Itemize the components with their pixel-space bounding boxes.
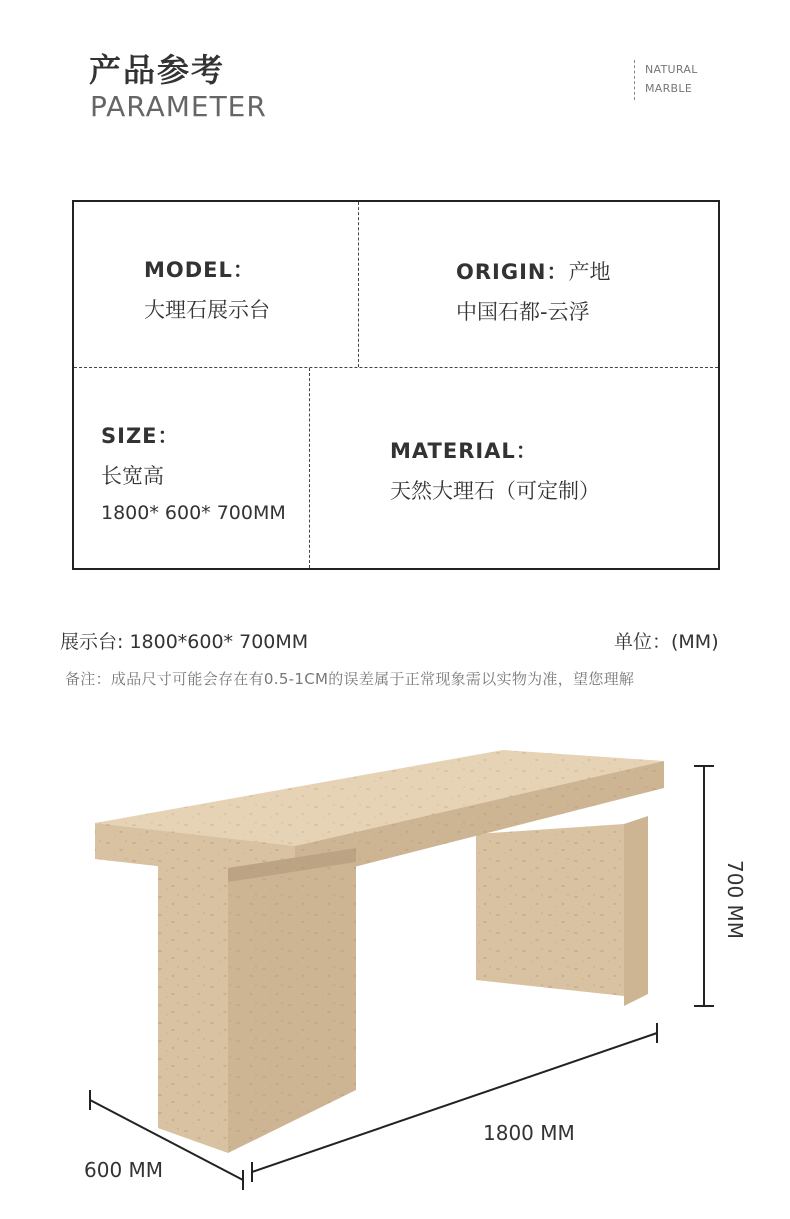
material-label: MATERIAL：	[390, 439, 538, 463]
marble-table-back-leg	[476, 816, 648, 1006]
natural-marble-badge	[634, 60, 698, 100]
spec-note: 备注：成品尺寸可能会存在有0.5-1CM的误差属于正常现象需以实物为准，望您理解	[65, 670, 635, 688]
origin-value: 中国石都-云浮	[456, 300, 590, 324]
marble-table-front-leg	[158, 848, 356, 1153]
material-value: 天然大理石（可定制）	[390, 479, 600, 503]
page-title: 产品参考	[89, 51, 226, 89]
model-cell	[144, 254, 270, 324]
length-dimension-label: 1800 MM	[483, 1121, 575, 1145]
height-dimension-label: 700 MM	[723, 860, 747, 940]
table-divider-vertical-top	[358, 202, 359, 367]
origin-label: ORIGIN：	[456, 260, 569, 284]
size-value-cn: 长宽高	[101, 464, 164, 488]
badge-line-1: NATURAL	[645, 63, 698, 76]
material-cell	[390, 435, 600, 505]
parameter-table	[72, 200, 720, 570]
page-subtitle: PARAMETER	[90, 90, 267, 123]
model-value: 大理石展示台	[144, 298, 270, 322]
origin-label-cn: 产地	[568, 260, 611, 284]
spec-unit: 单位：(MM)	[614, 631, 719, 653]
size-cell	[101, 420, 286, 524]
depth-dimension-label: 600 MM	[84, 1158, 164, 1182]
model-label: MODEL：	[144, 258, 255, 282]
height-dimension-line	[694, 766, 714, 1006]
product-drawing	[0, 730, 790, 1219]
spec-dimensions: 展示台: 1800*600* 700MM	[60, 631, 309, 653]
table-divider-vertical-bottom	[309, 368, 310, 568]
origin-cell	[456, 256, 610, 326]
size-value: 1800* 600* 700MM	[101, 502, 286, 524]
size-label: SIZE：	[101, 424, 180, 448]
badge-line-2: MARBLE	[645, 82, 693, 95]
table-divider-horizontal	[74, 367, 718, 368]
